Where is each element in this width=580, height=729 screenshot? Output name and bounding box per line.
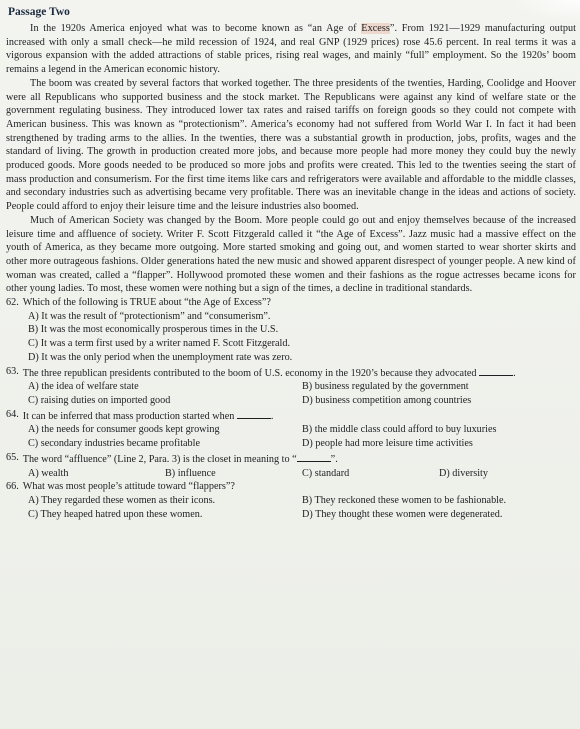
answer-blank[interactable] (237, 408, 271, 419)
paragraph-3: Much of American Society was changed by the Boom. More people could go out and enjoy themselves because of the increased leisure time and affluence of society. Writer F. Scott Fitzgerald called it “the Age of Excess”. Jazz music had a massive effect on the youth of America, as they became more outgoing. More started smoking and going out, and women started to wear shorter skirts and other more outrageous fashions. Older generations hated the new music and showed apparent disrespect of younger people. A new kind of woman was created, called a “flapper”. Hollywood promoted these women and their fashions as the rogue actresses became icons for other young ladies. To most, these women were nothing but a sign of the times, a decline in traditional standards. (6, 214, 576, 295)
option-a[interactable]: A) the idea of welfare state (28, 381, 139, 393)
option-b[interactable]: B) influence (165, 467, 216, 479)
option-a[interactable]: A) They regarded these women as their icons. (28, 494, 216, 506)
paragraph-1-text-a: In the 1920s America enjoyed what was to become known as “an Age of (30, 23, 362, 34)
paragraph-2: The boom was created by several factors that worked together. The three presidents of the twenties, Harding, Coolidge and Hoover were all Republicans who supported business and the stock market. The Republicans were against any kind of welfare state or the government regulating business. They introduced lower tax rates and raised tariffs on foreign goods so they could not compete with American business. This was known as “protectionism”. America’s economy had not suffered from World War I. In fact it had been strengthened by trading arms to the allies. In the twenties, there was a substantial growth in production, jobs, profits, wages and the standard of living. The growth in production created more jobs, and because more people had more money they could buy the newly produced goods. More goods needed to be produced so more jobs and profits were created. This led to the twenties seeing the start of mass production and consumerism. For the first time items like cars and refrigerators were available and affordable to the middle classes, and secondary industries such as advertising became very profitable. There was an inevitable change in the ideas and actions of society. People could afford to enjoy their leisure time and the leisure industries also boomed. (6, 77, 576, 213)
options (28, 380, 576, 407)
passage-title: Passage Two (8, 6, 70, 18)
question-text: Which of the following is TRUE about “the Age of Excess”? (22, 297, 271, 309)
answer-blank[interactable] (479, 365, 513, 376)
question-text-tail: ”. (330, 453, 338, 465)
option-a[interactable]: A) wealth (28, 467, 69, 479)
option-d[interactable]: D) They thought these women were degenerated. (302, 508, 503, 520)
option-a[interactable]: A) It was the result of “protectionism” and “consumerism”. (28, 310, 271, 322)
option-c[interactable]: C) They heaped hatred upon these women. (28, 508, 203, 520)
paragraph-1 (6, 22, 576, 77)
question-text-tail: . (513, 367, 516, 379)
option-d[interactable]: D) business competition among countries (302, 394, 472, 406)
options (28, 494, 576, 521)
option-row (28, 394, 576, 408)
options (28, 467, 576, 481)
question-text: What was most people’s attitude toward “flappers”? (22, 481, 235, 493)
highlighted-word: Excess (361, 23, 390, 34)
option-row (28, 423, 576, 437)
question-stem (6, 480, 576, 494)
option-b[interactable]: B) business regulated by the government (302, 381, 469, 393)
question-text-tail: . (270, 410, 274, 422)
question-number: 64. (6, 408, 19, 420)
option-row (28, 437, 576, 451)
option-c[interactable]: C) It was a term first used by a writer named F. Scott Fitzgerald. (28, 338, 291, 350)
question-63 (6, 365, 576, 408)
option-row (28, 494, 576, 508)
option-c[interactable]: C) raising duties on imported good (28, 394, 171, 406)
option-b[interactable]: B) the middle class could afford to buy luxuries (302, 424, 497, 436)
answer-blank[interactable] (297, 451, 331, 462)
question-stem (6, 451, 576, 467)
question-number: 63. (6, 365, 19, 377)
paragraph-1-text-b: ”. From 1921—1929 manufacturing output increased with only a small check—he mild recession of 1924, and real GNP (1929 prices) rose 45.6 percent. In real terms it was a vigorous expansion with the added attractions of stable prices, rising real wages, and mainly “full” employment. So the 1920s’ boom remains a legend in the American economic history. (6, 23, 576, 76)
option-a[interactable]: A) the needs for consumer goods kept growing (28, 424, 220, 436)
option-b[interactable]: B) It was the most economically prosperous times in the U.S. (28, 324, 279, 336)
question-66 (6, 480, 576, 521)
option-b[interactable]: B) They reckoned these women to be fashionable. (302, 494, 507, 506)
question-text (23, 451, 576, 467)
question-text-body: The word “affluence” (Line 2, Para. 3) is the closet in meaning to “ (22, 453, 297, 465)
question-65 (6, 451, 576, 480)
question-number: 62. (6, 297, 19, 309)
question-stem (6, 408, 576, 424)
question-text-body: It can be inferred that mass production started when (22, 410, 235, 422)
question-number: 65. (6, 451, 19, 463)
question-number: 66. (6, 481, 19, 493)
option-row (28, 467, 576, 481)
option-c[interactable]: C) secondary industries became profitable (28, 438, 200, 450)
options (28, 310, 576, 365)
option-d[interactable]: D) people had more leisure time activities (302, 438, 473, 450)
option-row (28, 380, 576, 394)
question-text-body: The three republican presidents contributed to the boom of U.S. economy in the 1920’s because they advocated (22, 367, 477, 379)
question-64 (6, 408, 576, 451)
question-text (23, 365, 576, 381)
option-d[interactable]: D) It was the only period when the unemployment rate was zero. (28, 351, 293, 363)
question-text (23, 408, 576, 424)
option-d[interactable]: D) diversity (439, 467, 488, 479)
options (28, 423, 576, 450)
question-62 (6, 296, 576, 365)
option-row (28, 508, 576, 522)
question-stem (6, 365, 576, 381)
option-c[interactable]: C) standard (302, 467, 350, 479)
question-stem (6, 296, 576, 310)
